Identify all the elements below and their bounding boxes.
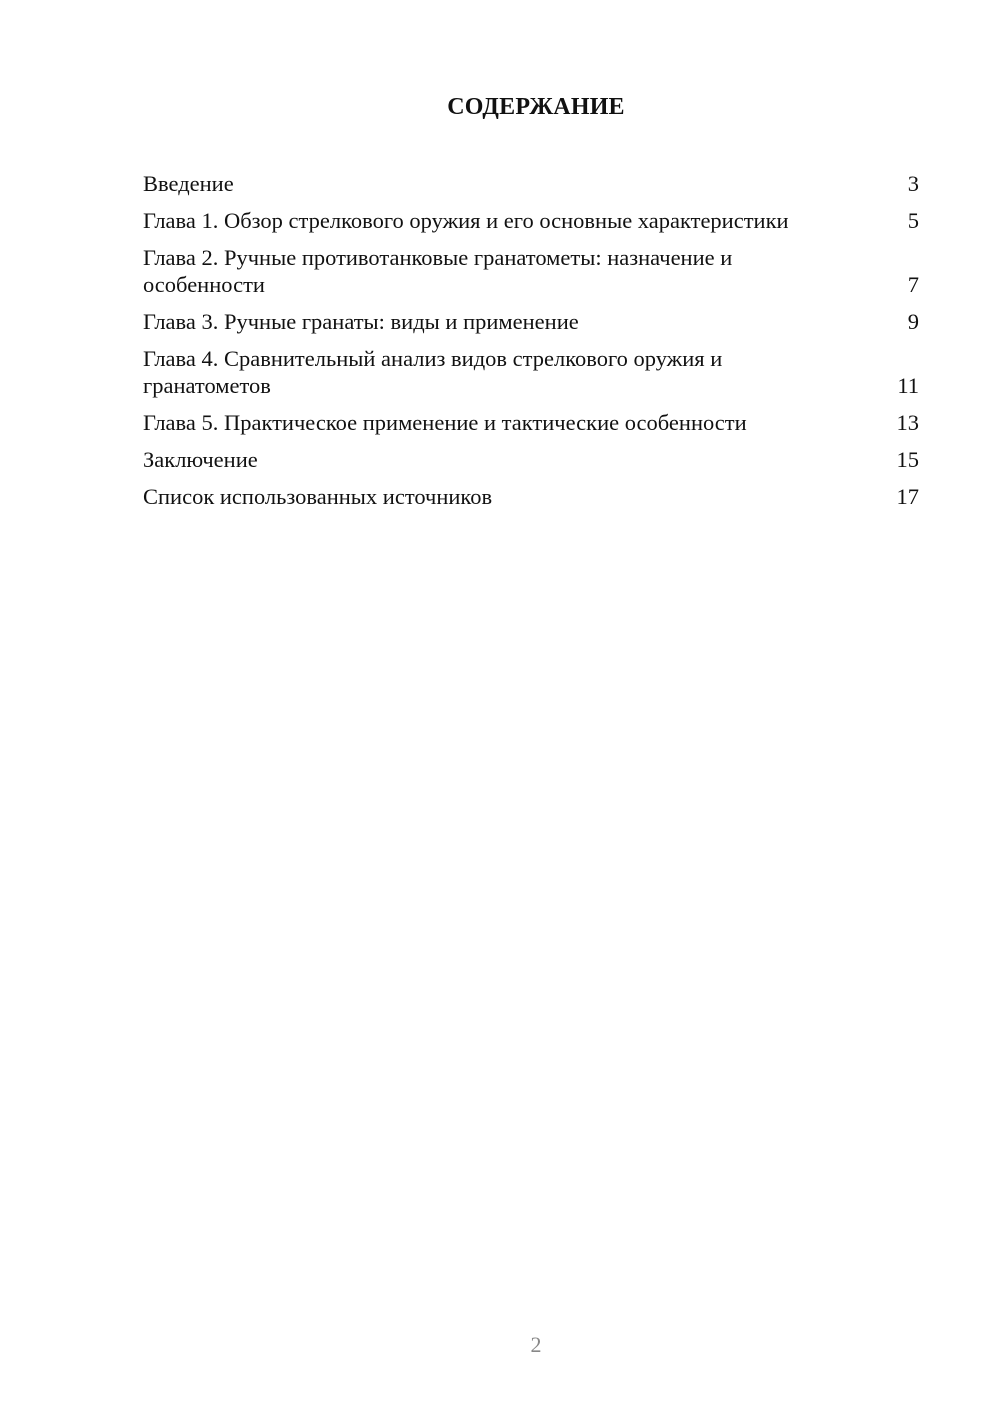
toc-entry-text: Глава 2. Ручные противотанковые гранатометы: назначение и особенности [143, 245, 733, 297]
toc-entry-text: Глава 1. Обзор стрелкового оружия и его основные характеристики [143, 208, 789, 233]
toc-entry-text: Заключение [143, 447, 258, 472]
page-number: 2 [530, 1332, 542, 1357]
toc-entry-text: Глава 4. Сравнительный анализ видов стрелкового оружия и гранатометов [143, 346, 723, 398]
toc-entry-introduction [143, 170, 919, 197]
toc-entry-chapter-2 [143, 244, 919, 298]
toc-entry-page: 3 [907, 171, 919, 196]
toc-entry-page: 7 [907, 272, 919, 297]
toc-entry-page: 15 [896, 447, 919, 472]
toc-entry-page: 5 [907, 208, 919, 233]
toc-entry-page: 9 [907, 309, 919, 334]
table-of-contents [143, 170, 919, 520]
toc-entry-text: Глава 5. Практическое применение и тактические особенности [143, 410, 747, 435]
toc-entry-chapter-4 [143, 345, 919, 399]
toc-entry-chapter-3 [143, 308, 919, 335]
toc-entry-page: 17 [896, 484, 919, 509]
toc-entry-text: Введение [143, 171, 234, 196]
toc-entry-conclusion [143, 446, 919, 473]
toc-entry-chapter-1 [143, 207, 919, 234]
toc-entry-text: Список использованных источников [143, 484, 493, 509]
toc-entry-page: 13 [896, 410, 919, 435]
toc-entry-references [143, 483, 919, 510]
toc-entry-page: 11 [897, 373, 919, 398]
page-title: СОДЕРЖАНИЕ [447, 94, 625, 120]
toc-entry-chapter-5 [143, 409, 919, 436]
toc-entry-text: Глава 3. Ручные гранаты: виды и применение [143, 309, 579, 334]
